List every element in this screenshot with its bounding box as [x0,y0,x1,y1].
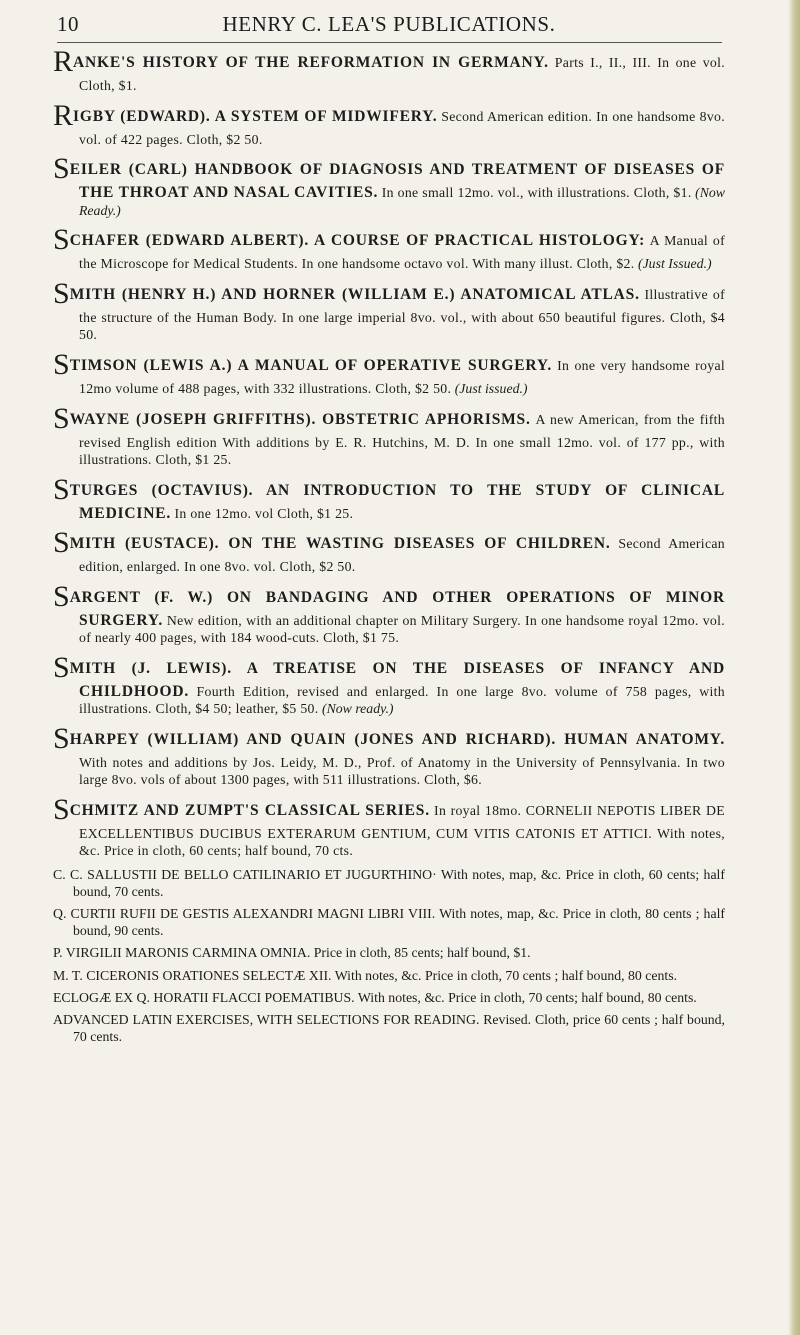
drop-initial: R [53,45,74,78]
entry-heading: MITH (EUSTACE). ON THE WASTING DISEASES OF CHILDREN. [69,535,611,553]
catalog-entry [53,472,725,522]
drop-initial: S [53,650,70,684]
running-title: HENRY C. LEA'S PUBLICATIONS. [222,12,556,36]
entry-heading: MITH (J. LEWIS). A TREATISE ON THE DISEASES OF INFANCY AND CHILDHOOD. [69,659,725,700]
catalog-entry [53,401,725,468]
entry-description: In one very handsome royal 12mo volume of 488 pages, with 332 illustrations. Cloth, $2 50. [79,357,726,396]
entry-description: With notes and additions by Jos. Leidy, M. D., Prof. of Anatomy in the University of Pennsylvania. In two large 8vo. vols of about 1300 pages, with 511 illustrations. Cloth, $6. [79,754,725,787]
series-item: ADVANCED LATIN EXERCISES, WITH SELECTIONS FOR READING. Revised. Cloth, price 60 cents ; half bound, 70 cents. [53,1011,725,1045]
drop-initial: S [53,347,70,381]
drop-initial: S [53,579,70,613]
drop-initial: S [53,152,70,186]
entry-heading: CHMITZ AND ZUMPT'S CLASSICAL SERIES. [69,801,430,819]
header-rule [57,42,722,43]
series-item: C. C. SALLUSTII DE BELLO CATILINARIO ET JUGURTHINO· With notes, map, &c. Price in cloth, 60 cents; half bound, 70 cents. [53,866,725,899]
drop-initial: R [53,98,74,132]
entry-heading: IGBY (EDWARD). A SYSTEM OF MIDWIFERY. [73,107,438,125]
series-item: M. T. CICERONIS ORATIONES SELECTÆ XII. With notes, &c. Price in cloth, 70 cents ; half bound, 80 cents. [53,967,678,983]
catalog-entry [53,225,725,272]
entry-description: Illustrative of the structure of the Human Body. In one large imperial 8vo. vol., with about 650 beautiful figures. Cloth, $4 50. [79,287,725,343]
entry-heading: EILER (CARL) HANDBOOK OF DIAGNOSIS AND TREATMENT OF DISEASES OF THE THROAT AND NASAL CAVITIES. [69,161,725,202]
catalog-entry [53,154,725,218]
entry-note: (Now ready.) [321,701,394,717]
entry-description: A new American, from the fifth revised English edition With additions by E. R. Hutchins, M. D. In one small 12mo. vol. of 177 pp., with illustrations. Cloth, $1 25. [79,411,725,467]
entry-heading: MITH (HENRY H.) AND HORNER (WILLIAM E.) ANATOMICAL ATLAS. [69,286,640,304]
entry-description: In royal 18mo. CORNELII NEPOTIS LIBER DE EXCELLENTIBUS DUCIBUS EXTERARUM GENTIUM, CUM VITIS CATONIS ET ATTICI. With notes, &c. Price in cloth, 60 cents; half bound, 70 cts. [79,802,725,858]
entry-heading: TIMSON (LEWIS A.) A MANUAL OF OPERATIVE SURGERY. [69,356,553,374]
series-item: P. VIRGILII MARONIS CARMINA OMNIA. Price in cloth, 85 cents; half bound, $1. [53,945,531,961]
page-edge-shadow [788,0,800,1335]
catalog-entry [53,279,725,343]
entry-note: (Now Ready.) [79,185,726,218]
catalog-entry [53,650,725,717]
catalog-entry [53,579,725,646]
drop-initial: S [53,526,70,560]
drop-initial: S [53,223,70,257]
entry-note: (Just Issued.) [637,256,712,272]
entry-heading: CHAFER (EDWARD ALBERT). A COURSE OF PRACTICAL HISTOLOGY: [69,232,646,250]
catalog-entry [53,721,725,788]
catalog-entries [53,47,725,1050]
entry-description: Fourth Edition, revised and enlarged. In one large 8vo. volume of 758 pages, with illustrations. Cloth, $4 50; leather, $5 50. [79,683,725,717]
entry-description: A Manual of the Microscope for Medical Students. In one handsome octavo vol. With many illust. Cloth, $2. [79,233,726,272]
series-item: Q. CURTII RUFII DE GESTIS ALEXANDRI MAGNI LIBRI VIII. With notes, map, &c. Price in cloth, 80 cents ; half bound, 90 cents. [53,905,725,939]
entry-description: In one 12mo. vol Cloth, $1 25. [174,505,354,521]
page-header [53,8,725,42]
entry-description: Second American edition. In one handsome 8vo. vol. of 422 pages. Cloth, $2 50. [79,108,726,147]
catalog-entry [53,347,726,397]
drop-initial: S [53,792,70,826]
drop-initial: S [53,401,70,435]
entry-heading: ARGENT (F. W.) ON BANDAGING AND OTHER OPERATIONS OF MINOR SURGERY. [69,588,725,629]
entry-heading: ANKE'S HISTORY OF THE REFORMATION IN GERMANY. [73,54,549,71]
entry-description: Parts I., II., III. In one vol. Cloth, $1. [79,55,725,93]
entry-heading: HARPEY (WILLIAM) AND QUAIN (JONES AND RICHARD). HUMAN ANATOMY. [69,730,725,748]
series-item: ECLOGÆ EX Q. HORATII FLACCI POEMATIBUS. With notes, &c. Price in cloth, 70 cents; half bound, 80 cents. [53,989,697,1005]
drop-initial: S [53,277,70,311]
page-number: 10 [57,12,79,36]
entry-note: (Just issued.) [454,380,528,396]
entry-description: Second American edition, enlarged. In one 8vo. vol. Cloth, $2 50. [79,536,725,575]
entry-description: New edition, with an additional chapter on Military Surgery. In one handsome royal 12mo. vol. of nearly 400 pages, with 184 wood-cuts. Cloth, $1 75. [79,612,725,646]
catalog-entry [53,792,725,859]
drop-initial: S [53,721,70,755]
drop-initial: S [53,472,70,506]
catalog-entry [53,528,725,575]
entry-heading: TURGES (OCTAVIUS). AN INTRODUCTION TO THE STUDY OF CLINICAL MEDICINE. [69,481,725,522]
catalog-entry [53,98,726,148]
catalog-entry [53,47,725,94]
entry-heading: WAYNE (JOSEPH GRIFFITHS). OBSTETRIC APHORISMS. [69,410,531,428]
entry-description: In one small 12mo. vol., with illustrations. Cloth, $1. [381,185,692,201]
